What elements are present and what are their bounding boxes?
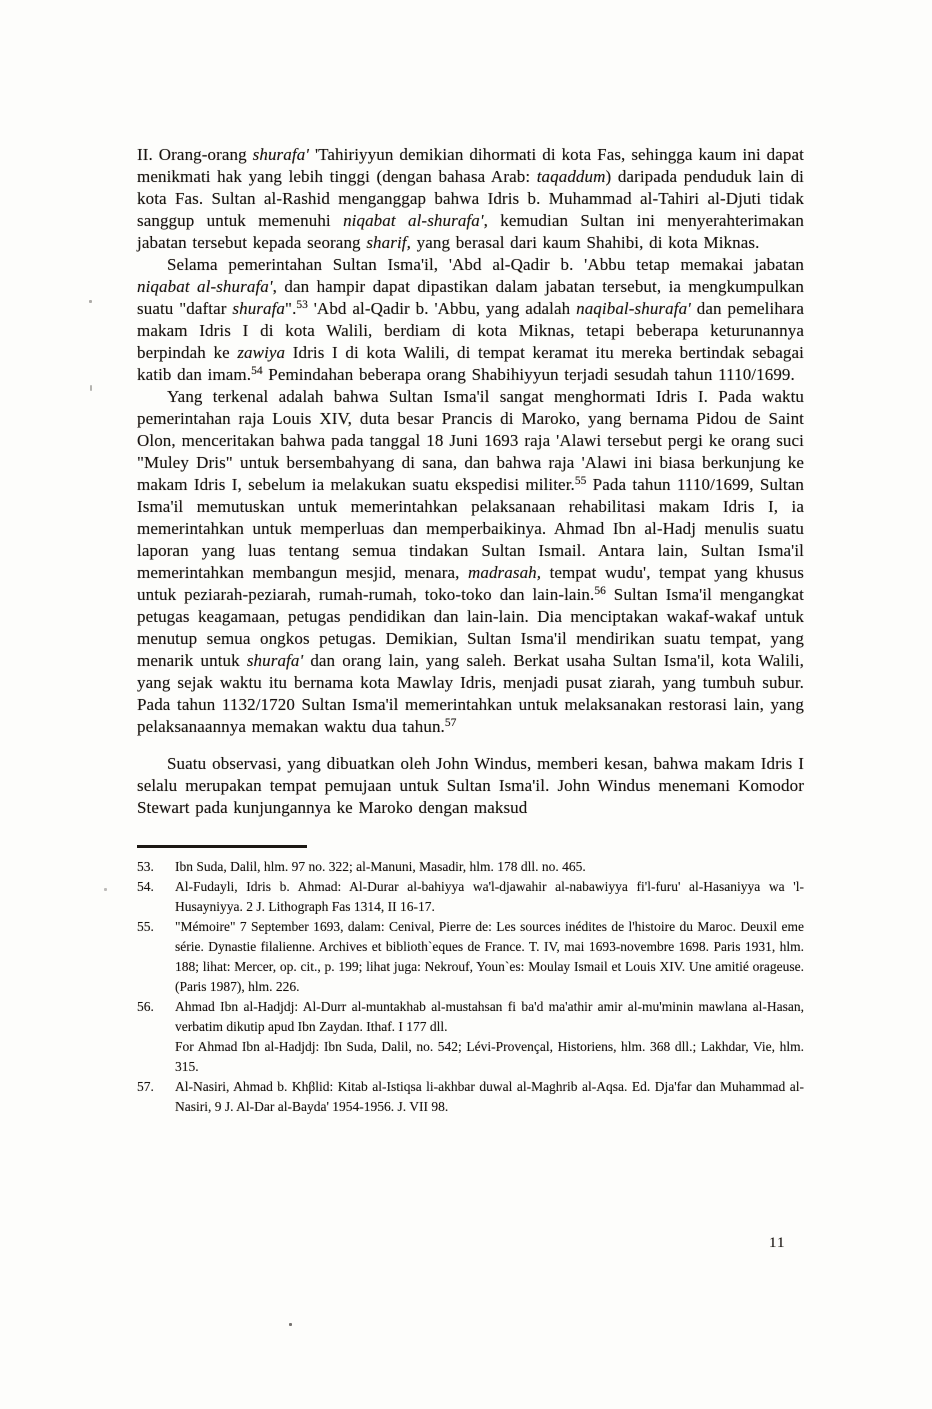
footnote-reference: 56: [594, 585, 606, 597]
footnote-reference: 57: [444, 717, 457, 729]
footnote-number: 54.: [137, 879, 154, 894]
italic-term: shurafa: [232, 299, 286, 318]
italic-term: sharif,: [366, 233, 411, 252]
paragraph: Selama pemerintahan Sultan Isma'il, 'Abd al-Qadir b. 'Abbu tetap memakai jabatan niqabat al-shurafa', dan hampir dapat dipastikan dalam jabatan tersebut, ia mengkumpulkan suatu "daftar shurafa".$^{53}$ 'Abd al-Qadir b. 'Abbu, yang adalah naqibal-shurafa' dan pemelihara makam Idris I di kota Walili, berdiam di kota Miknas, tetapi beberapa keturunannya berpindah ke zawiya Idris I di kota Walili, di tempat keramat itu mereka bertindak sebagai katib dan imam.$^{54}$ Pemindahan beberapa orang Shabihiyyun terjadi sesudah tahun 1110/1699.: [137, 255, 804, 384]
footnote-number: 56.: [137, 999, 154, 1014]
footnote-separator: [137, 845, 307, 848]
page-content: [137, 144, 804, 1117]
footnote-reference: 55: [574, 475, 587, 487]
scan-speck: [90, 385, 92, 391]
italic-term: taqaddum: [536, 167, 606, 186]
scan-speck: [289, 1323, 292, 1326]
italic-term: zawiya: [237, 343, 286, 362]
footnotes: [137, 857, 804, 1117]
italic-term: niqabat al-shurafa': [137, 277, 273, 296]
footnote-reference: 53: [296, 299, 308, 311]
footnote-item: [137, 1077, 804, 1117]
footnote-text: [175, 1077, 804, 1117]
scan-speck: [104, 888, 107, 891]
footnote-number: 55.: [137, 919, 154, 934]
footnote-reference: 54: [251, 365, 263, 377]
footnote-paragraph: Al-Fudayli, Idris b. Ahmad: Al-Durar al-bahiyya wa'l-djawahir al-nabawiyya fi'l-furu' al-Hasaniyya wa 'l-Husayniyya. 2 J. Lithograph Fas 1314, II 16-17.: [175, 879, 804, 914]
paragraph: Suatu observasi, yang dibuatkan oleh John Windus, memberi kesan, bahwa makam Idris I selalu merupakan tempat pemujaan untuk Sultan Isma'il. John Windus menemani Komodor Stewart pada kunjungannya ke Maroko dengan maksud: [137, 754, 804, 817]
footnote-item: [137, 857, 804, 877]
scan-speck: [89, 300, 92, 303]
footnote-paragraph: Ahmad Ibn al-Hadjdj: Al-Durr al-muntakhab al-mustahsan fi ba'd ma'athir amir al-mu'minin mawlana al-Hasan, verbatim dikutip apud Ibn Zaydan. Ithaf. I 177 dll.: [175, 999, 804, 1034]
footnote-text: [175, 877, 804, 917]
page-number: 11: [769, 1235, 786, 1251]
italic-term: naqibal-shurafa': [576, 299, 691, 318]
italic-term: niqabat al-shurafa': [343, 211, 484, 230]
page-body: [137, 144, 804, 819]
footnote-item: [137, 877, 804, 917]
footnote-item: [137, 917, 804, 997]
footnote-paragraph: Al-Nasiri, Ahmad b. Khβlid: Kitab al-Istiqsa li-akhbar duwal al-Maghrib al-Aqsa. Ed. Dja'far dan Muhammad al-Nasiri, 9 J. Al-Dar al-Bayda' 1954-1956. J. VII 98.: [175, 1079, 804, 1114]
footnote-paragraph: For Ahmad Ibn al-Hadjdj: Ibn Suda, Dalil, no. 542; Lévi-Provençal, Historiens, hlm. 368 dll.; Lakhdar, Vie, hlm. 315.: [175, 1039, 804, 1074]
paragraph: Yang terkenal adalah bahwa Sultan Isma'il sangat menghormati Idris I. Pada waktu pemerintahan raja Louis XIV, duta besar Prancis di Maroko, yang bernama Pidou de Saint Olon, menceritakan bahwa pada tanggal 18 Juni 1693 raja 'Alawi tersebut pergi ke orang suci "Muley Dris" untuk bersembahyang di sana, dan bahwa raja 'Alawi ini biasa berkunjung ke makam Idris I, sebelum ia melakukan suatu ekspedisi militer.$^{55}$ Pada tahun 1110/1699, Sultan Isma'il memutuskan untuk memerintahkan pelaksanaan rehabilitasi makam Idris I, ia memerintahkan untuk memperluas dan memperbaikinya. Ahmad Ibn al-Hadj menulis suatu laporan yang luas tentang semua tindakan Sultan Ismail. Antara lain, Sultan Isma'il memerintahkan membangun mesjid, menara, madrasah, tempat wudu', tempat yang khusus untuk peziarah-peziarah, rumah-rumah, toko-toko dan lain-lain.$^{56}$ Sultan Isma'il mengangkat petugas keagamaan, petugas pendidikan dan lain-lain. Dia menciptakan wakaf-wakaf untuk menutup semua ongkos petugas. Demikian, Sultan Isma'il mendirikan suatu tempat, yang menarik untuk shurafa' dan orang lain, yang saleh. Berkat usaha Sultan Isma'il, kota Walili, yang sejak waktu itu bernama kota Mawlay Idris, menjadi pusat ziarah, yang tumbuh subur. Pada tahun 1132/1720 Sultan Isma'il memerintahkan untuk melaksanakan restorasi lain, yang pelaksanaannya memakan waktu dua tahun.$^{57}$: [137, 387, 805, 736]
italic-term: madrasah,: [467, 563, 542, 582]
footnote-text: [175, 857, 804, 877]
footnote-paragraph: Ibn Suda, Dalil, hlm. 97 no. 322; al-Manuni, Masadir, hlm. 178 dll. no. 465.: [175, 859, 586, 874]
footnote-text: [175, 917, 804, 997]
footnote-number: 53.: [137, 859, 154, 874]
footnote-number: 57.: [137, 1079, 154, 1094]
footnote-text: [175, 997, 804, 1077]
italic-term: shurafa': [246, 651, 304, 670]
footnote-paragraph: "Mémoire" 7 September 1693, dalam: Cenival, Pierre de: Les sources inédites de l'histoire du Maroc. Deuxil eme série. Dynastie filalienne. Archives et biblioth`eques de France. T. IV, mai 1693-novembre 1698. Paris 1931, hlm. 188; lihat: Mercer, op. cit., p. 199; lihat juga: Nekrouf, Youn`es: Moulay Ismail et Louis XIV. Une amitié orageuse. (Paris 1987), hlm. 226.: [175, 919, 804, 994]
paragraph: II. Orang-orang shurafa' 'Tahiriyyun demikian dihormati di kota Fas, sehingga kaum ini dapat menikmati hak yang lebih tinggi (dengan bahasa Arab: taqaddum) daripada penduduk lain di kota Fas. Sultan al-Rashid menganggap bahwa Idris b. Muhammad al-Tahiri al-Djuti tidak sanggup untuk memenuhi niqabat al-shurafa', kemudian Sultan ini menyerahterimakan jabatan tersebut kepada seorang sharif, yang berasal dari kaum Shahibi, di kota Miknas.: [137, 145, 804, 252]
italic-term: shurafa': [252, 145, 310, 164]
footnote-item: [137, 997, 804, 1077]
